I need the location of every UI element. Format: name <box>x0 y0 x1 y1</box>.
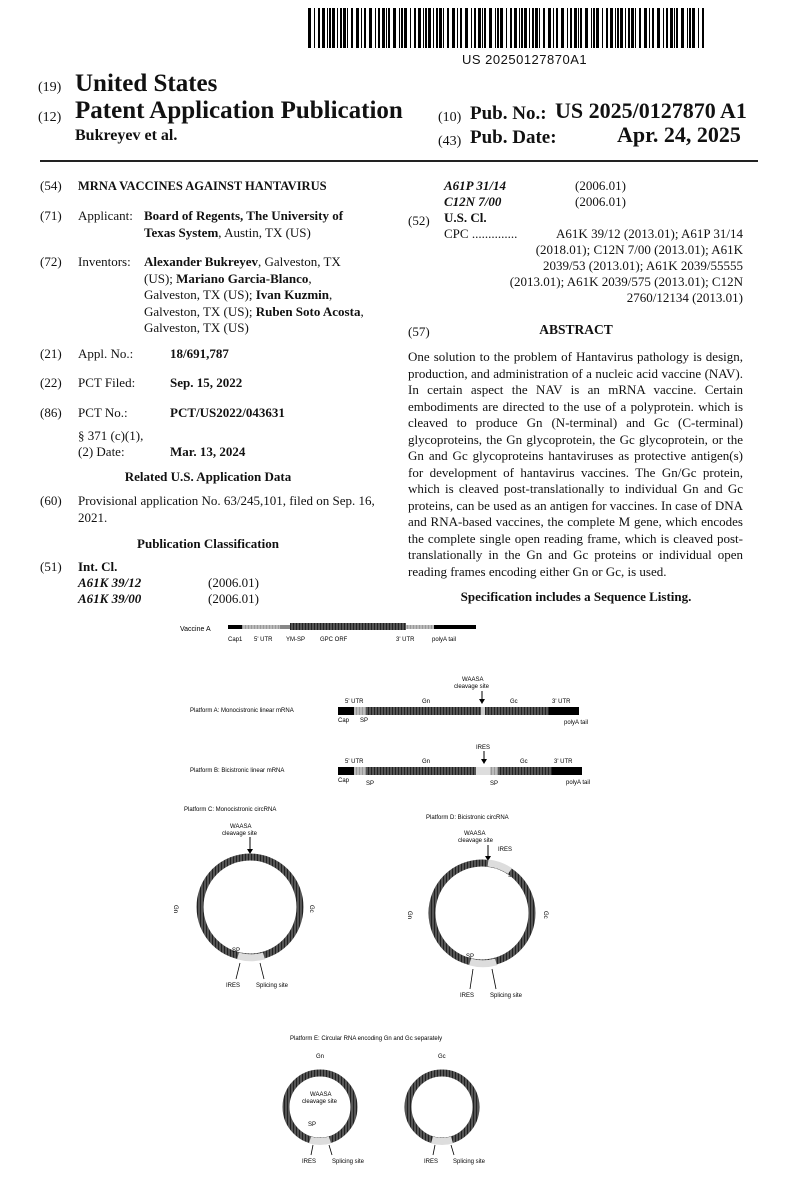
barcode-bar <box>606 8 608 48</box>
sp-segment <box>354 767 366 775</box>
platform-a-title: Platform A: Monocistronic linear mRNA <box>190 708 294 714</box>
inventors <box>144 254 369 337</box>
splicing-arrow <box>329 1145 332 1155</box>
barcode-bar <box>676 8 678 48</box>
pub-date: Apr. 24, 2025 <box>617 122 741 147</box>
label-utr5: 5' UTR <box>345 759 364 765</box>
label-ires: IRES <box>302 1159 317 1165</box>
barcode-bar <box>460 8 462 48</box>
barcode-bar <box>495 8 496 48</box>
barcode-bar <box>514 8 517 48</box>
int-cl-label: Int. Cl. <box>78 559 118 574</box>
cleavage-label: cleavage site <box>458 838 494 844</box>
barcode-bar <box>343 8 346 48</box>
barcode-bar <box>625 8 626 48</box>
construct-figure <box>170 615 630 1190</box>
label-gc: Gc <box>510 699 518 705</box>
cleavage-label: cleavage site <box>302 1099 338 1105</box>
barcode-bar <box>447 8 449 48</box>
sp-segment <box>280 625 290 629</box>
inventor-location: , Galveston, TX (US); <box>144 287 333 319</box>
platform-c <box>172 807 314 989</box>
barcode-bar <box>308 8 311 48</box>
barcode-bar <box>585 8 588 48</box>
barcode-bar <box>561 8 564 48</box>
barcode-bar <box>414 8 416 48</box>
barcode-bar <box>497 8 499 48</box>
waasa-label: WAASA <box>462 677 484 683</box>
arrow-head <box>481 759 487 764</box>
barcode-bar <box>644 8 647 48</box>
label-gn: Gn <box>406 911 412 920</box>
label-splicing: Splicing site <box>490 993 523 999</box>
barcode-bar <box>474 8 476 48</box>
pct-filed-label: PCT Filed: <box>78 375 136 390</box>
cap-segment <box>338 707 354 715</box>
inventor-name: Alexander Bukreyev <box>144 254 258 269</box>
barcode-bar <box>635 8 636 48</box>
label-gn: Gn <box>316 1054 325 1060</box>
label-sp: SP <box>490 781 499 787</box>
label-gn: Gn <box>172 905 178 914</box>
barcode-bar <box>687 8 688 48</box>
label-ires: IRES <box>226 983 241 989</box>
label-cap: Cap <box>338 778 350 784</box>
barcode-bar <box>439 8 442 48</box>
document-number: US 20250127870A1 <box>462 52 588 67</box>
splicing-arrow <box>492 969 496 989</box>
label-sp: SP <box>232 948 241 954</box>
barcode-bar <box>620 8 623 48</box>
splicing-arrow <box>260 963 264 979</box>
ires-arrow <box>433 1145 435 1155</box>
barcode-bar <box>570 8 572 48</box>
label-polya: polyA tail <box>566 780 591 786</box>
label-utr3: 3' UTR <box>554 759 573 765</box>
barcode-bar <box>548 8 551 48</box>
barcode-bar <box>521 8 523 48</box>
label-ires: IRES <box>460 993 475 999</box>
barcode <box>308 8 704 48</box>
sp-segment <box>354 707 366 715</box>
circ-rna-ring-gc <box>408 1073 476 1141</box>
platform-b-title: Platform B: Bicistronic linear mRNA <box>190 768 285 774</box>
barcode-bar <box>418 8 421 48</box>
inid-71: (71) <box>40 208 62 223</box>
barcode-bar <box>471 8 472 48</box>
cpc-text: (2013.01); A61K 2039/575 (2013.01); C12N <box>509 274 743 289</box>
inid-52: (52) <box>408 213 430 228</box>
barcode-bar <box>318 8 320 48</box>
int-cl-date: (2006.01) <box>575 178 626 193</box>
barcode-bar <box>593 8 595 48</box>
barcode-bar <box>670 8 673 48</box>
platform-a <box>190 677 588 726</box>
barcode-bar <box>375 8 376 48</box>
header-rule <box>40 160 758 162</box>
barcode-bar <box>657 8 660 48</box>
authors: Bukreyev et al. <box>75 127 178 144</box>
s371-date: Mar. 13, 2024 <box>170 444 246 459</box>
cpc-label: CPC .............. <box>444 226 518 241</box>
barcode-bar <box>388 8 390 48</box>
pct-filed: Sep. 15, 2022 <box>170 375 243 390</box>
appl-no-label: Appl. No.: <box>78 346 134 361</box>
ires-segment <box>476 767 490 775</box>
cpc-line <box>444 290 743 307</box>
gn-segment <box>366 767 476 775</box>
ires-arrow <box>470 969 473 989</box>
s371-date-label: (2) Date: <box>78 444 125 459</box>
vaccine-a-label: Vaccine A <box>180 626 211 633</box>
int-cl-code: A61K 39/12 <box>78 575 142 590</box>
orf-segment <box>290 623 406 630</box>
barcode-bar <box>393 8 396 48</box>
cap-segment <box>228 625 242 629</box>
pub-no: US 2025/0127870 A1 <box>555 98 747 123</box>
barcode-bar <box>351 8 353 48</box>
barcode-bar <box>386 8 387 48</box>
label-splicing: Splicing site <box>453 1159 486 1165</box>
waasa-segment <box>481 707 485 715</box>
inid-10: (10) <box>438 110 462 125</box>
utr5-segment <box>242 625 280 629</box>
inid-51: (51) <box>40 559 62 574</box>
polya-segment <box>552 767 582 775</box>
int-cl-code: A61P 31/14 <box>444 178 506 193</box>
int-cl-code: C12N 7/00 <box>444 194 502 209</box>
barcode-bar <box>423 8 424 48</box>
circ-rna-ring <box>432 863 532 963</box>
inventor-location: , Galveston, TX (US); <box>144 254 341 286</box>
barcode-bar <box>506 8 507 48</box>
appl-no: 18/691,787 <box>170 346 229 361</box>
label-utr5: 5' UTR <box>345 699 364 705</box>
barcode-bar <box>649 8 650 48</box>
barcode-bar <box>329 8 331 48</box>
barcode-bar <box>567 8 568 48</box>
waasa-label: WAASA <box>230 824 252 830</box>
cpc-line <box>444 242 743 259</box>
label-polya: polyA tail <box>564 720 589 726</box>
ires-segment <box>238 956 264 958</box>
barcode-bar <box>364 8 366 48</box>
inventor-name: Ruben Soto Acosta <box>255 303 361 319</box>
inid-54: (54) <box>40 178 62 193</box>
barcode-bar <box>539 8 540 48</box>
label-sp: SP <box>366 781 375 787</box>
barcode-bar <box>615 8 616 48</box>
cpc-text: (2018.01); C12N 7/00 (2013.01); A61K <box>535 242 743 257</box>
barcode-bar <box>399 8 400 48</box>
provisional-text: Provisional application No. 63/245,101, filed on Sep. 16, 2021. <box>78 493 375 525</box>
platform-e <box>286 1036 486 1165</box>
barcode-bar <box>543 8 545 48</box>
ires-arrow <box>311 1145 313 1155</box>
barcode-bar <box>556 8 558 48</box>
barcode-bar <box>436 8 438 48</box>
barcode-bar <box>327 8 328 48</box>
pct-no-label: PCT No.: <box>78 405 128 420</box>
barcode-bar <box>529 8 530 48</box>
ires-segment <box>432 1140 452 1142</box>
ires-segment <box>470 962 496 964</box>
gc-segment <box>485 707 549 715</box>
barcode-bar <box>361 8 362 48</box>
barcode-bar <box>553 8 554 48</box>
label-sp: SP <box>360 718 369 724</box>
label-sp: YM-SP <box>286 637 306 643</box>
barcode-bar <box>443 8 444 48</box>
barcode-bar <box>484 8 486 48</box>
cleavage-label: cleavage site <box>222 831 258 837</box>
cpc-line <box>444 274 743 291</box>
arrow-head <box>247 849 253 854</box>
barcode-bar <box>532 8 534 48</box>
polya-segment <box>434 625 476 629</box>
barcode-bar <box>692 8 695 48</box>
barcode-bar <box>702 8 704 48</box>
barcode-bar <box>574 8 577 48</box>
barcode-bar <box>433 8 434 48</box>
inventor-location: , Galveston, TX (US) <box>144 303 364 335</box>
inventor-name: Mariano Garcia-Blanco <box>176 270 309 286</box>
barcode-bar <box>482 8 483 48</box>
label-gn: Gn <box>422 759 431 765</box>
barcode-bar <box>347 8 348 48</box>
abstract-heading: ABSTRACT <box>539 322 613 337</box>
int-cl-date: (2006.01) <box>208 575 259 590</box>
abstract-text: One solution to the problem of Hantavirus pathology is design, production, and administration of a nucleic acid vaccine (NAV). In certain aspect the NAV is an mRNA vaccine. Certain embodiments are directed to the use of a polyprotein. which is cleaved to produce Gn (N-terminal) and Gc (C-terminal) glycoproteins, the Gn glycoprotein, the Gc glycoprotein, or the Gn and Gc glycoproteins hantaviruses as protective antigen(s) for development of hantavirus vaccines. The Gn/Gc protein, which is cleaved post-translationally to individual Gn and Gc proteins, can be used as an antigen for vaccines. In case of DNA and RNA-based vaccines, the complete M gene, which encodes the complete single open reading frame, which is cleaved post-translationally in the Gn and Gc proteins or individual open reading frames encoding either Gn or Gc, is used. <box>408 349 743 579</box>
barcode-bar <box>610 8 613 48</box>
related-data-heading: Related U.S. Application Data <box>124 469 292 484</box>
barcode-bar <box>332 8 335 48</box>
label-ires-top: IRES <box>498 847 513 853</box>
barcode-bar <box>681 8 684 48</box>
circ-rna-ring <box>200 857 300 957</box>
int-cl-date: (2006.01) <box>575 194 626 209</box>
ires-segment <box>488 863 510 871</box>
waasa-label: WAASA <box>310 1092 332 1098</box>
barcode-bar <box>314 8 315 48</box>
barcode-bar <box>617 8 619 48</box>
country: United States <box>75 70 218 97</box>
barcode-bar <box>628 8 630 48</box>
barcode-bar <box>596 8 599 48</box>
label-cap: Cap <box>338 718 350 724</box>
applicant-label: Applicant: <box>78 208 133 223</box>
pct-no: PCT/US2022/043631 <box>170 405 285 420</box>
inid-72: (72) <box>40 254 62 269</box>
cpc-text: 2760/12134 (2013.01) <box>626 290 743 305</box>
barcode-bar <box>428 8 431 48</box>
int-cl-date: (2006.01) <box>208 591 259 606</box>
cpc-text: A61K 39/12 (2013.01); A61P 31/14 <box>556 226 743 241</box>
label-utr3: 3' UTR <box>552 699 571 705</box>
barcode-bar <box>465 8 468 48</box>
platform-d-title: Platform D: Bicistronic circRNA <box>426 815 509 821</box>
barcode-bar <box>452 8 455 48</box>
us-cl-label: U.S. Cl. <box>444 210 487 225</box>
barcode-bar <box>674 8 675 48</box>
pub-no-label: Pub. No.: <box>470 103 547 124</box>
barcode-bar <box>578 8 579 48</box>
sp-segment <box>490 767 498 775</box>
ires-label: IRES <box>476 745 491 751</box>
label-polya: polyA tail <box>432 637 457 643</box>
barcode-bar <box>689 8 691 48</box>
barcode-bar <box>524 8 527 48</box>
barcode-bar <box>489 8 492 48</box>
publication-type: Patent Application Publication <box>75 97 403 124</box>
barcode-bar <box>369 8 372 48</box>
platform-d <box>406 815 548 999</box>
label-utr3: 3' UTR <box>396 637 415 643</box>
barcode-bar <box>535 8 538 48</box>
inid-60: (60) <box>40 493 62 508</box>
inid-86: (86) <box>40 405 62 420</box>
inid-21: (21) <box>40 346 62 361</box>
invention-title: MRNA VACCINES AGAINST HANTAVIRUS <box>78 179 327 193</box>
barcode-bar <box>478 8 481 48</box>
inid-43: (43) <box>438 134 462 149</box>
vaccine-a <box>180 623 476 643</box>
splicing-arrow <box>451 1145 454 1155</box>
label-gc: Gc <box>542 911 548 919</box>
platform-e-title: Platform E: Circular RNA encoding Gn and Gc separately <box>290 1036 443 1042</box>
barcode-bar <box>639 8 641 48</box>
cpc-line <box>500 226 743 243</box>
label-cap: Cap1 <box>228 637 243 643</box>
label-gn: Gn <box>422 699 431 705</box>
barcode-bar <box>580 8 582 48</box>
gc-segment <box>498 767 552 775</box>
label-splicing: Splicing site <box>332 1159 365 1165</box>
barcode-bar <box>663 8 664 48</box>
inventor-location: , Galveston, TX (US); <box>144 270 312 302</box>
label-sp-top: SP <box>508 873 517 879</box>
label-gc: Gc <box>308 905 314 913</box>
platform-b <box>190 745 590 787</box>
barcode-bar <box>666 8 668 48</box>
polya-segment <box>549 707 579 715</box>
label-gc: Gc <box>520 759 528 765</box>
cleavage-label: cleavage site <box>454 684 490 690</box>
label-sp: SP <box>466 954 475 960</box>
int-cl-code: A61K 39/00 <box>78 591 142 606</box>
label-orf: GPC ORF <box>320 637 348 643</box>
cpc-line <box>444 258 743 275</box>
cpc-text: 2039/53 (2013.01); A61K 2039/55555 <box>542 258 743 273</box>
publication-classification-heading: Publication Classification <box>137 536 279 551</box>
barcode-bar <box>510 8 512 48</box>
label-sp: SP <box>308 1122 317 1128</box>
circ-rna-ring-gn <box>286 1073 354 1141</box>
barcode-bar <box>401 8 403 48</box>
barcode-bar <box>382 8 385 48</box>
barcode-bar <box>602 8 603 48</box>
barcode-bar <box>322 8 325 48</box>
sequence-listing-note: Specification includes a Sequence Listing. <box>460 589 692 604</box>
label-ires: IRES <box>424 1159 439 1165</box>
barcode-bar <box>652 8 654 48</box>
waasa-label: WAASA <box>464 831 486 837</box>
applicant-name: Board of Regents, The University of Texas System <box>144 208 344 240</box>
barcode-bar <box>591 8 592 48</box>
label-splicing: Splicing site <box>256 983 289 989</box>
pub-date-label: Pub. Date: <box>470 127 557 148</box>
barcode-bar <box>631 8 634 48</box>
barcode-bar <box>425 8 427 48</box>
label-utr5: 5' UTR <box>254 637 273 643</box>
gn-segment <box>366 707 481 715</box>
inventors-label: Inventors: <box>78 254 131 269</box>
barcode-bar <box>378 8 380 48</box>
inid-19: (19) <box>38 80 62 95</box>
arrow-head <box>479 699 485 704</box>
barcode-bar <box>500 8 503 48</box>
platform-c-title: Platform C: Monocistronic circRNA <box>184 807 277 813</box>
cap-segment <box>338 767 354 775</box>
applicant-location: , Austin, TX (US) <box>218 224 311 240</box>
barcode-bar <box>457 8 458 48</box>
inid-57: (57) <box>408 324 430 339</box>
inventor-name: Ivan Kuzmin <box>255 287 330 302</box>
barcode-bar <box>356 8 359 48</box>
barcode-bar <box>698 8 699 48</box>
applicant <box>144 208 376 241</box>
barcode-bar <box>404 8 407 48</box>
label-gc: Gc <box>438 1054 446 1060</box>
inid-12: (12) <box>38 110 62 125</box>
ires-segment <box>310 1140 330 1142</box>
utr3-segment <box>406 625 434 629</box>
barcode-bar <box>410 8 411 48</box>
inid-22: (22) <box>40 375 62 390</box>
ires-arrow <box>236 963 240 979</box>
s371-label: § 371 (c)(1), <box>78 428 144 443</box>
barcode-bar <box>340 8 342 48</box>
barcode-bar <box>519 8 520 48</box>
barcode-bar <box>337 8 338 48</box>
